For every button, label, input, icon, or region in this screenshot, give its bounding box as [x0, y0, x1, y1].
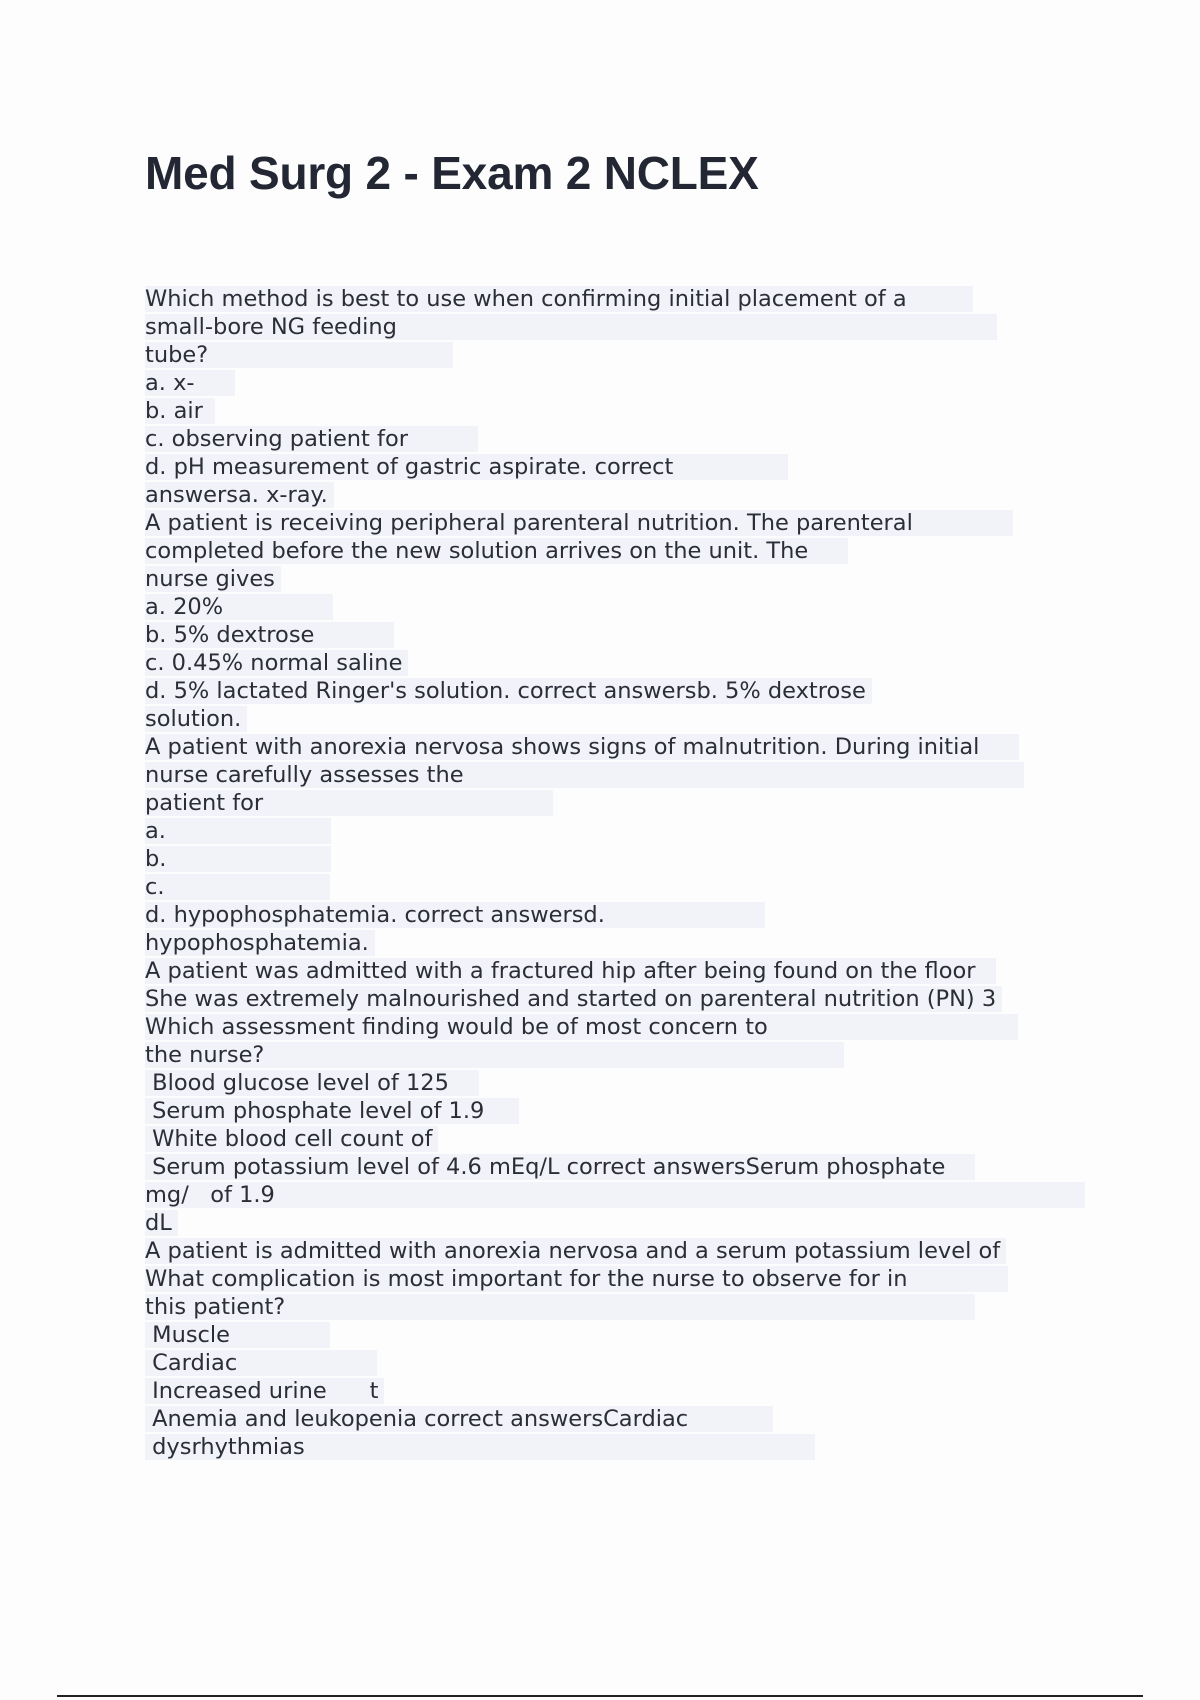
text-line	[145, 985, 1095, 1013]
text-line-content: A patient with anorexia nervosa shows signs of malnutrition. During initial	[145, 734, 1019, 760]
text-line	[145, 1041, 1095, 1069]
text-line-content: White blood cell count of	[145, 1126, 438, 1152]
text-line-content: Which method is best to use when confirming initial placement of a	[145, 286, 973, 312]
text-line	[145, 1433, 1095, 1461]
text-line-content: answersa. x-ray.	[145, 482, 334, 508]
text-line-content: nurse carefully assesses the	[145, 762, 1024, 788]
text-line	[145, 761, 1095, 789]
text-line-content: d. hypophosphatemia. correct answersd.	[145, 902, 765, 928]
text-line	[145, 1013, 1095, 1041]
text-line	[145, 1377, 1095, 1405]
text-line-content: Muscle	[145, 1322, 330, 1348]
text-line-content: hypophosphatemia.	[145, 930, 375, 956]
text-line	[145, 397, 1095, 425]
text-line	[145, 1069, 1095, 1097]
text-line-content: c. 0.45% normal saline	[145, 650, 408, 676]
text-line	[145, 1097, 1095, 1125]
text-line	[145, 1209, 1095, 1237]
text-line-content: solution.	[145, 706, 247, 732]
text-line	[145, 285, 1095, 313]
text-line-content: b. 5% dextrose	[145, 622, 394, 648]
text-line	[145, 649, 1095, 677]
text-line	[145, 1405, 1095, 1433]
text-line-content: b. air	[145, 398, 215, 424]
text-line-content: Anemia and leukopenia correct answersCardiac	[145, 1406, 773, 1432]
text-line-content: Blood glucose level of 125	[145, 1070, 479, 1096]
text-line-content: small-bore NG feeding	[145, 314, 997, 340]
text-line	[145, 621, 1095, 649]
document-title: Med Surg 2 - Exam 2 NCLEX	[145, 147, 759, 199]
text-line-content: c. observing patient for	[145, 426, 478, 452]
text-line	[145, 705, 1095, 733]
text-line-content: dL	[145, 1210, 178, 1236]
text-line	[145, 1181, 1095, 1209]
text-line	[145, 873, 1095, 901]
text-line	[145, 1321, 1095, 1349]
text-line	[145, 593, 1095, 621]
text-line	[145, 537, 1095, 565]
text-line	[145, 509, 1095, 537]
text-line-content: mg/ of 1.9	[145, 1182, 1085, 1208]
text-line	[145, 1153, 1095, 1181]
text-line	[145, 1265, 1095, 1293]
text-line	[145, 481, 1095, 509]
text-line-content: the nurse?	[145, 1042, 844, 1068]
text-line-content: A patient was admitted with a fractured hip after being found on the floor	[145, 958, 996, 984]
text-line-content: d. pH measurement of gastric aspirate. correct	[145, 454, 788, 480]
text-line	[145, 817, 1095, 845]
text-line	[145, 425, 1095, 453]
text-line-content: a.	[145, 818, 331, 844]
text-line	[145, 901, 1095, 929]
text-line-content: Cardiac	[145, 1350, 377, 1376]
text-line-content: c.	[145, 874, 330, 900]
text-line	[145, 733, 1095, 761]
text-line-content: Serum phosphate level of 1.9	[145, 1098, 519, 1124]
document-body	[145, 285, 1095, 1461]
text-line	[145, 1293, 1095, 1321]
text-line-content: patient for	[145, 790, 553, 816]
text-line-content: a. 20%	[145, 594, 333, 620]
text-line	[145, 929, 1095, 957]
text-line-content: dysrhythmias	[145, 1434, 815, 1460]
text-line-content: tube?	[145, 342, 453, 368]
text-line-content: Serum potassium level of 4.6 mEq/L correct answersSerum phosphate	[145, 1154, 975, 1180]
text-line-content: d. 5% lactated Ringer's solution. correct answersb. 5% dextrose	[145, 678, 872, 704]
text-line-content: Increased urine t	[145, 1378, 384, 1404]
text-line	[145, 1349, 1095, 1377]
text-line	[145, 565, 1095, 593]
text-line-content: Which assessment finding would be of most concern to	[145, 1014, 1018, 1040]
text-line-content: What complication is most important for the nurse to observe for in	[145, 1266, 1008, 1292]
text-line	[145, 845, 1095, 873]
text-line-content: A patient is admitted with anorexia nervosa and a serum potassium level of	[145, 1238, 1006, 1264]
text-line-content: A patient is receiving peripheral parenteral nutrition. The parenteral	[145, 510, 1013, 536]
text-line	[145, 313, 1095, 341]
page-bottom-rule	[57, 1695, 1143, 1697]
text-line-content: a. x-	[145, 370, 235, 396]
text-line	[145, 957, 1095, 985]
text-line	[145, 789, 1095, 817]
text-line	[145, 453, 1095, 481]
text-line-content: She was extremely malnourished and started on parenteral nutrition (PN) 3	[145, 986, 1002, 1012]
text-line-content: this patient?	[145, 1294, 975, 1320]
text-line	[145, 1125, 1095, 1153]
text-line	[145, 1237, 1095, 1265]
text-line-content: nurse gives	[145, 566, 281, 592]
text-line	[145, 341, 1095, 369]
text-line-content: completed before the new solution arrives on the unit. The	[145, 538, 848, 564]
text-line	[145, 369, 1095, 397]
text-line	[145, 677, 1095, 705]
text-line-content: b.	[145, 846, 331, 872]
